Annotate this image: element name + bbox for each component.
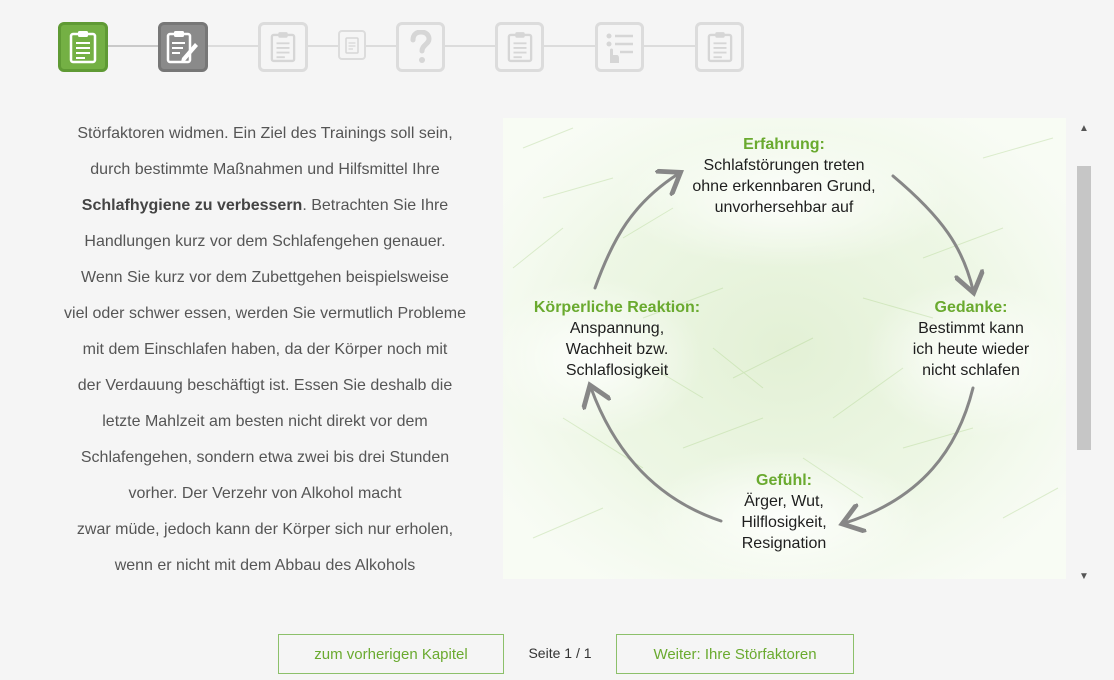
question-mark-icon — [408, 30, 434, 64]
chapter-text — [40, 116, 490, 584]
node-text: Ärger, Wut, Hilflosigkeit, Resignation — [741, 493, 827, 552]
node-thought — [891, 297, 1051, 381]
node-text: Bestimmt kann ich heute wieder nicht schlafen — [912, 320, 1030, 379]
step-3[interactable] — [258, 22, 308, 72]
step-1-done[interactable] — [58, 22, 108, 72]
node-heading: Erfahrung: — [743, 136, 825, 153]
node-experience — [669, 134, 899, 218]
text-line: mit dem Einschlafen haben, da der Körper noch mit — [82, 341, 448, 358]
step-4[interactable] — [338, 30, 366, 60]
text-line: vorher. Der Verzehr von Alkohol macht — [128, 485, 402, 502]
node-text: Schlafstörungen treten ohne erkennbaren Grund, unvorhersehbar auf — [692, 157, 876, 216]
stepper-connector — [644, 45, 695, 47]
stepper-connector — [544, 45, 595, 47]
text-line: wenn er nicht mit dem Abbau des Alkohols — [114, 557, 416, 574]
text-line: Handlungen kurz vor dem Schlafengehen genauer. — [84, 233, 446, 250]
node-feeling — [699, 470, 869, 554]
text-line: Wenn Sie kurz vor dem Zubettgehen beispielsweise — [81, 269, 449, 286]
stepper-connector — [366, 45, 396, 47]
stepper-connector — [108, 45, 158, 47]
text-line: Störfaktoren widmen. Ein Ziel des Trainings soll sein, — [77, 125, 453, 142]
emphasis-text: Schlafhygiene zu verbessern — [81, 197, 303, 214]
scroll-down-arrow-icon[interactable]: ▼ — [1079, 570, 1089, 582]
step-7[interactable] — [595, 22, 644, 72]
progress-stepper — [0, 0, 1114, 100]
text-line: letzte Mahlzeit am besten nicht direkt vor dem — [102, 413, 428, 430]
text-line: Schlafengehen, sondern etwa zwei bis drei Stunden — [80, 449, 450, 466]
step-6[interactable] — [495, 22, 544, 72]
node-text: Anspannung, Wachheit bzw. Schlaflosigkeit — [565, 320, 669, 379]
text-line: durch bestimmte Maßnahmen und Hilfsmittel Ihre — [90, 161, 440, 178]
clipboard-edit-icon — [166, 30, 200, 64]
touch-checklist-icon — [604, 30, 636, 64]
stepper-connector — [445, 45, 495, 47]
document-small-icon — [345, 36, 359, 54]
node-heading: Körperliche Reaktion: — [533, 299, 701, 316]
node-heading: Gefühl: — [756, 472, 812, 489]
step-5[interactable] — [396, 22, 445, 72]
page-indicator: Seite 1 / 1 — [528, 645, 592, 661]
stepper-connector — [208, 45, 258, 47]
content-scrollbar[interactable] — [1075, 118, 1093, 584]
previous-chapter-button[interactable]: zum vorherigen Kapitel — [278, 634, 504, 674]
clipboard-list-icon — [69, 30, 97, 64]
clipboard-list-icon — [270, 31, 296, 63]
clipboard-list-icon — [707, 31, 733, 63]
stepper-connector — [308, 45, 338, 47]
next-chapter-button[interactable]: Weiter: Ihre Störfaktoren — [616, 634, 854, 674]
sleep-cycle-diagram — [503, 118, 1066, 579]
text-line: viel oder schwer essen, werden Sie vermutlich Probleme — [64, 305, 466, 322]
text-line: Schlafhygiene zu verbessern. Betrachten Sie Ihre — [81, 197, 449, 214]
node-body-reaction — [517, 297, 717, 381]
step-8[interactable] — [695, 22, 744, 72]
node-heading: Gedanke: — [934, 299, 1008, 316]
text-line: der Verdauung beschäftigt ist. Essen Sie deshalb die — [77, 377, 453, 394]
step-2-current[interactable] — [158, 22, 208, 72]
scroll-thumb[interactable] — [1077, 166, 1091, 450]
clipboard-list-icon — [507, 31, 533, 63]
text-line: zwar müde, jedoch kann der Körper sich nur erholen, — [76, 521, 454, 538]
scroll-up-arrow-icon[interactable]: ▲ — [1079, 122, 1089, 134]
